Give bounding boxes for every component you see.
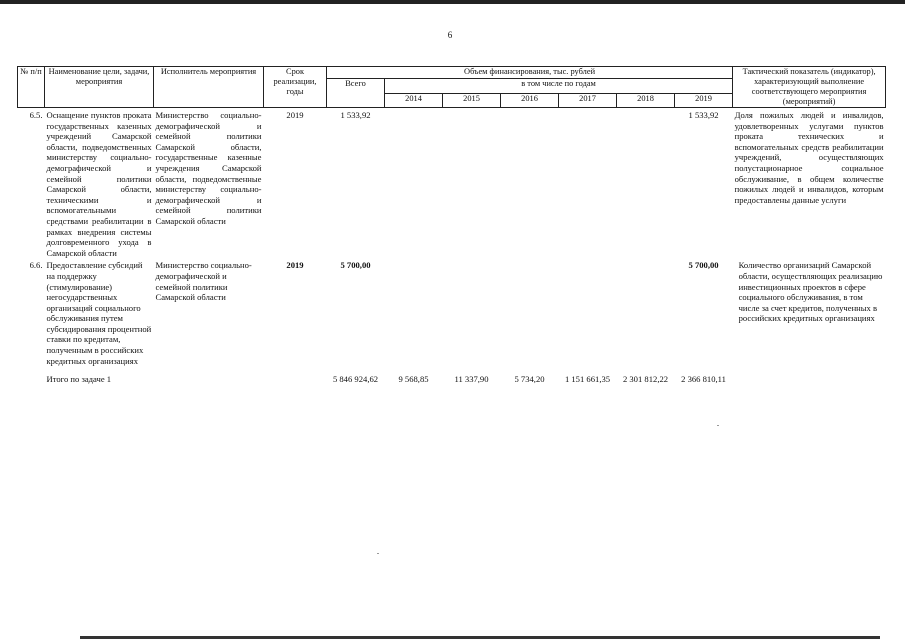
row-name: Предоставление субсидий на поддержку (стимулирование) негосударственных организаций социального обслуживания путем субсидирования процентной ставки по кредитам, полученным в российских кредитных организациях	[46, 260, 152, 366]
header-year: 2018	[617, 94, 675, 108]
row-year-value	[617, 108, 675, 259]
row-year-value: 1 533,92	[688, 110, 719, 120]
table-row	[18, 108, 886, 259]
header-indicator: Тактический показатель (индикатор), характеризующий выполнение соответствующего мероприятия (мероприятий)	[733, 67, 886, 108]
total-year-value: 5 734,20	[514, 374, 545, 385]
header-name: Наименование цели, задачи, мероприятия	[45, 67, 154, 108]
row-year-value	[385, 258, 443, 366]
row-year-value	[559, 258, 617, 366]
row-year-value	[501, 108, 559, 259]
header-total: Всего	[327, 79, 385, 108]
total-label: Итого по задаче 1	[46, 374, 112, 385]
page-number: 6	[447, 30, 453, 40]
header-year: 2017	[559, 94, 617, 108]
header-year: 2019	[675, 94, 733, 108]
row-executor: Министерство социально-демографической и семейной политики Самарской области, государственные казенные учреждения Самарской области, подведомственные министерству социально-демографической и семейной политики Самарской области	[155, 110, 262, 226]
row-term: 2019	[286, 260, 304, 271]
row-total: 5 700,00	[340, 260, 371, 271]
total-value: 5 846 924,62	[332, 374, 379, 385]
total-year-value: 2 301 812,22	[622, 374, 669, 385]
header-term: Срок реализации, годы	[264, 67, 327, 108]
row-year-value	[443, 258, 501, 366]
row-indicator: Доля пожилых людей и инвалидов, удовлетворенных услугами пунктов проката технических и вспомогательных средств реабилитации учреждений, осуществляющих полустационарное социальное обслуживание, в общем количестве пожилых людей и инвалидов, которым предоставлены данные услуги	[734, 110, 884, 205]
header-by-years: в том числе по годам	[385, 79, 733, 94]
bottom-border	[80, 636, 880, 639]
scan-speck	[717, 425, 719, 426]
table-row	[18, 258, 886, 366]
row-year-value: 5 700,00	[688, 260, 719, 271]
row-year-value	[443, 108, 501, 259]
row-name: Оснащение пунктов проката государственных казенных учреждений Самарской области, подведомственных министерству социально-демографической и семейной политики Самарской области, техническими и вспомогательными средствами реабилитации в рамках внедрения системы долговременного ухода в Самарской области	[46, 110, 152, 258]
row-indicator: Количество организаций Самарской области, осуществляющих реализацию инвестиционных проектов в сфере социального обслуживания, в том числе за счет кредитов, полученных в российских кредитных организациях	[738, 260, 883, 324]
total-row	[18, 366, 886, 385]
header-num: № п/п	[18, 67, 45, 108]
scan-speck	[377, 553, 379, 554]
funding-table	[17, 66, 886, 385]
row-year-value	[385, 108, 443, 259]
top-border	[0, 0, 905, 4]
row-year-value	[617, 258, 675, 366]
total-year-value: 1 151 661,35	[564, 374, 611, 385]
row-executor: Министерство социально-демографической и семейной политики Самарской области	[155, 260, 252, 303]
row-year-value	[559, 108, 617, 259]
row-total: 1 533,92	[340, 110, 371, 120]
header-year: 2016	[501, 94, 559, 108]
row-num: 6.6.	[29, 260, 43, 271]
total-year-value: 2 366 810,11	[681, 374, 726, 385]
table-header	[18, 67, 886, 108]
total-year-value: 11 337,90	[454, 374, 489, 385]
total-year-value: 9 568,85	[398, 374, 429, 385]
row-num: 6.5.	[29, 110, 43, 120]
header-executor: Исполнитель мероприятия	[154, 67, 264, 108]
header-year: 2014	[385, 94, 443, 108]
header-funding: Объем финансирования, тыс. рублей	[327, 67, 733, 79]
header-year: 2015	[443, 94, 501, 108]
row-year-value	[501, 258, 559, 366]
row-term: 2019	[286, 110, 304, 120]
